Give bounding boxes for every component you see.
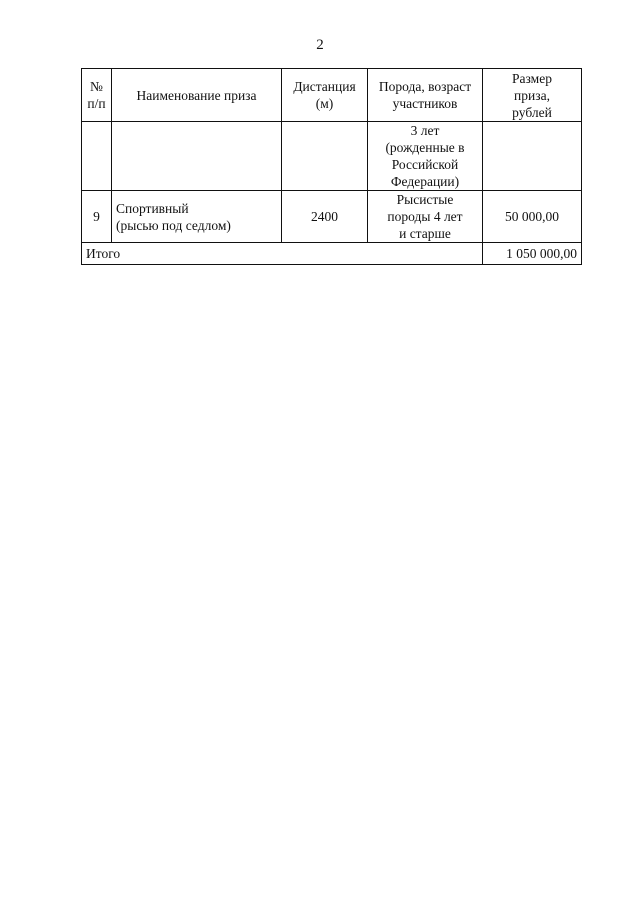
total-label: Итого (82, 243, 483, 265)
cell-distance (282, 122, 368, 191)
cell-prize-name: Спортивный (рысью под седлом) (112, 191, 282, 243)
header-num: № п/п (82, 69, 112, 122)
page-number: 2 (316, 37, 324, 53)
cell-breed-age: Рысистые породы 4 лет и старше (368, 191, 483, 243)
prize-table (81, 68, 582, 265)
header-breed-age: Порода, возраст участников (368, 69, 483, 122)
cell-num: 9 (82, 191, 112, 243)
table-header-row (82, 69, 582, 122)
cell-distance: 2400 (282, 191, 368, 243)
cell-num (82, 122, 112, 191)
header-prize-amount: Размер приза, рублей (483, 69, 582, 122)
cell-prize-amount: 50 000,00 (483, 191, 582, 243)
total-amount: 1 050 000,00 (483, 243, 582, 265)
table-row (82, 191, 582, 243)
header-prize-name: Наименование приза (112, 69, 282, 122)
cell-prize-name (112, 122, 282, 191)
header-distance: Дистанция (м) (282, 69, 368, 122)
table-total-row (82, 243, 582, 265)
cell-breed-age: 3 лет (рожденные в Российской Федерации) (368, 122, 483, 191)
table-row (82, 122, 582, 191)
cell-prize-amount (483, 122, 582, 191)
